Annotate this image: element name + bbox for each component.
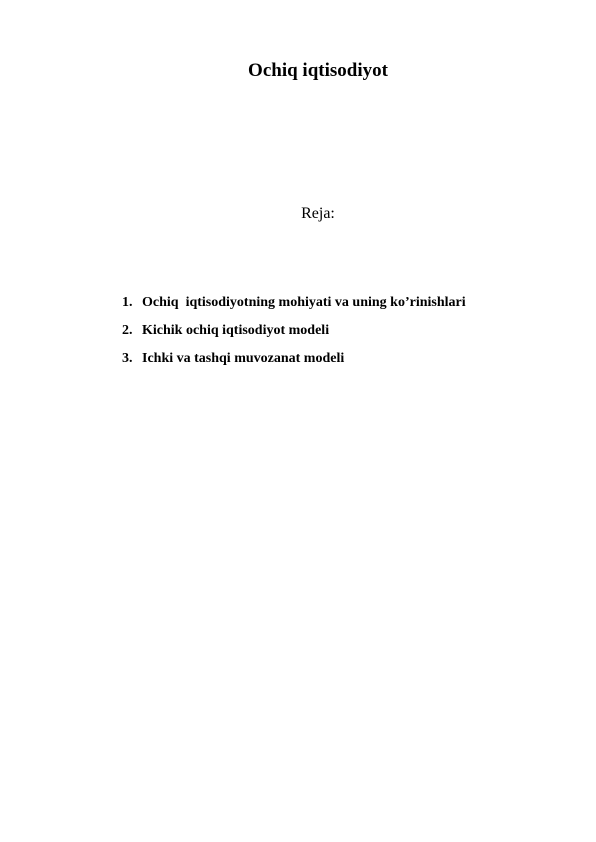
title-container [0,58,596,84]
plan-item-number: 3. [122,351,133,366]
plan-heading-container [0,203,596,225]
plan-heading: Reja: [301,205,335,222]
plan-item [101,261,466,310]
plan-item-number: 1. [122,295,133,310]
plan-item-number: 2. [122,323,133,338]
plan-list [101,261,466,366]
plan-item-text: Kichik ochiq iqtisodiyot modeli [142,323,330,338]
plan-item-text: Ichki va tashqi muvozanat modeli [142,351,345,366]
document-title: Ochiq iqtisodiyot [248,60,388,81]
plan-item-text: Ochiq iqtisodiyotning mohiyati va uning ko’rinishlari [142,295,466,310]
